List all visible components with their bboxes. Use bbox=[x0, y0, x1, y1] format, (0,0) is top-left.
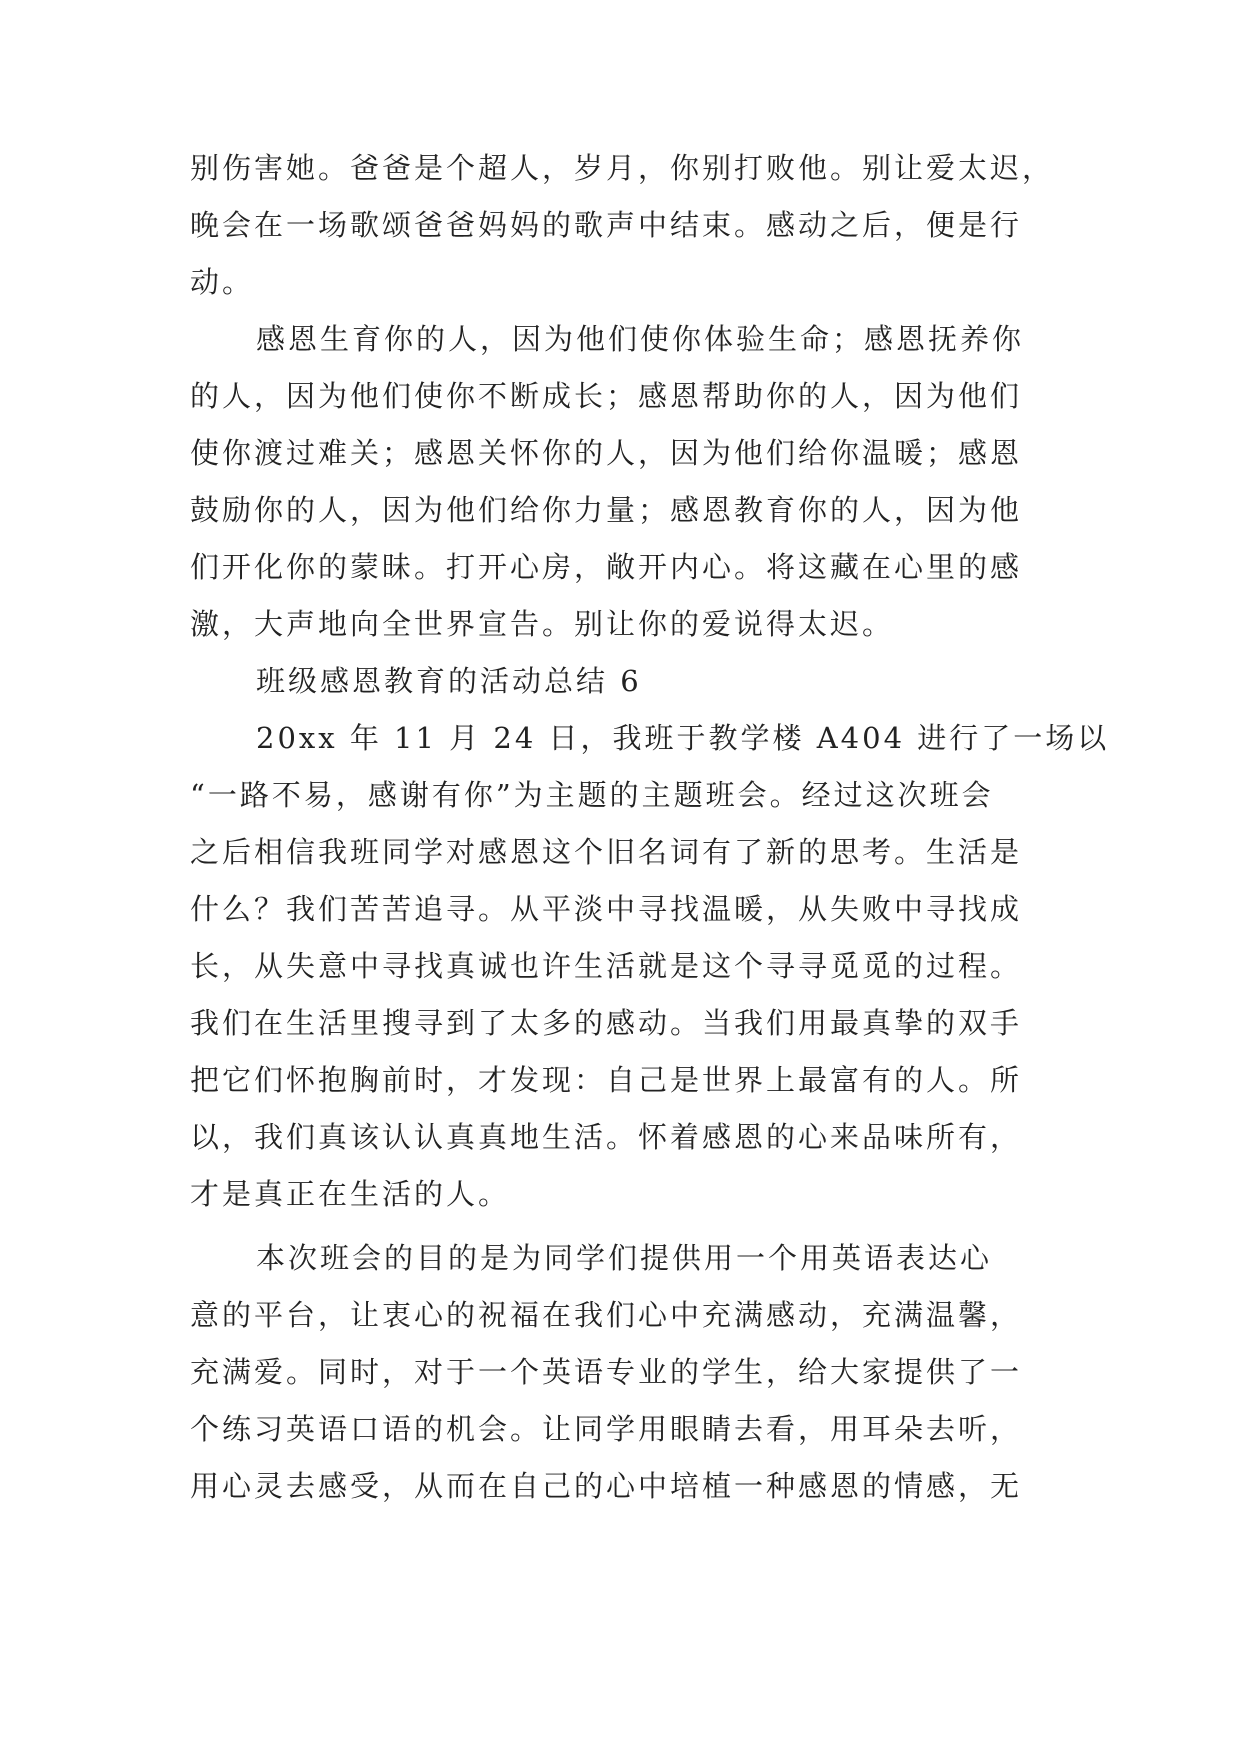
text-line: “一路不易，感谢有你”为主题的主题班会。经过这次班会 bbox=[190, 778, 994, 812]
text-line: 别伤害她。爸爸是个超人，岁月，你别打败他。别让爱太迟， bbox=[190, 151, 1055, 185]
text-line: 用心灵去感受，从而在自己的心中培植一种感恩的情感，无 bbox=[190, 1469, 1023, 1503]
text-line: 才是真正在生活的人。 bbox=[190, 1177, 511, 1211]
text-line: 的人，因为他们使你不断成长；感恩帮助你的人，因为他们 bbox=[190, 379, 1023, 413]
text-line: 之后相信我班同学对感恩这个旧名词有了新的思考。生活是 bbox=[190, 835, 1023, 869]
text-line: 使你渡过难关；感恩关怀你的人，因为他们给你温暖；感恩 bbox=[190, 436, 1023, 470]
text-line: 们开化你的蒙昧。打开心房，敞开内心。将这藏在心里的感 bbox=[190, 550, 1023, 584]
paragraph-first-line: 本次班会的目的是为同学们提供用一个用英语表达心 bbox=[256, 1241, 993, 1275]
paragraph-first-line: 感恩生育你的人，因为他们使你体验生命；感恩抚养你 bbox=[256, 322, 1025, 356]
text-line: 我们在生活里搜寻到了太多的感动。当我们用最真挚的双手 bbox=[190, 1006, 1023, 1040]
text-line: 充满爱。同时，对于一个英语专业的学生，给大家提供了一 bbox=[190, 1355, 1023, 1389]
text-line: 动。 bbox=[190, 265, 255, 299]
text-line: 什么？我们苦苦追寻。从平淡中寻找温暖，从失败中寻找成 bbox=[190, 892, 1023, 926]
paragraph-first-line: 20xx 年 11 月 24 日，我班于教学楼 A404 进行了一场以 bbox=[256, 721, 1110, 755]
section-heading: 班级感恩教育的活动总结 6 bbox=[256, 664, 642, 698]
text-line: 鼓励你的人，因为他们给你力量；感恩教育你的人，因为他 bbox=[190, 493, 1023, 527]
text-line: 激，大声地向全世界宣告。别让你的爱说得太迟。 bbox=[190, 607, 895, 641]
text-line: 晚会在一场歌颂爸爸妈妈的歌声中结束。感动之后，便是行 bbox=[190, 208, 1023, 242]
text-line: 意的平台，让衷心的祝福在我们心中充满感动，充满温馨， bbox=[190, 1298, 1023, 1332]
text-line: 长，从失意中寻找真诚也许生活就是这个寻寻觅觅的过程。 bbox=[190, 949, 1023, 983]
text-line: 把它们怀抱胸前时，才发现：自己是世界上最富有的人。所 bbox=[190, 1063, 1023, 1097]
text-line: 个练习英语口语的机会。让同学用眼睛去看，用耳朵去听， bbox=[190, 1412, 1023, 1446]
text-line: 以，我们真该认认真真地生活。怀着感恩的心来品味所有， bbox=[190, 1120, 1023, 1154]
